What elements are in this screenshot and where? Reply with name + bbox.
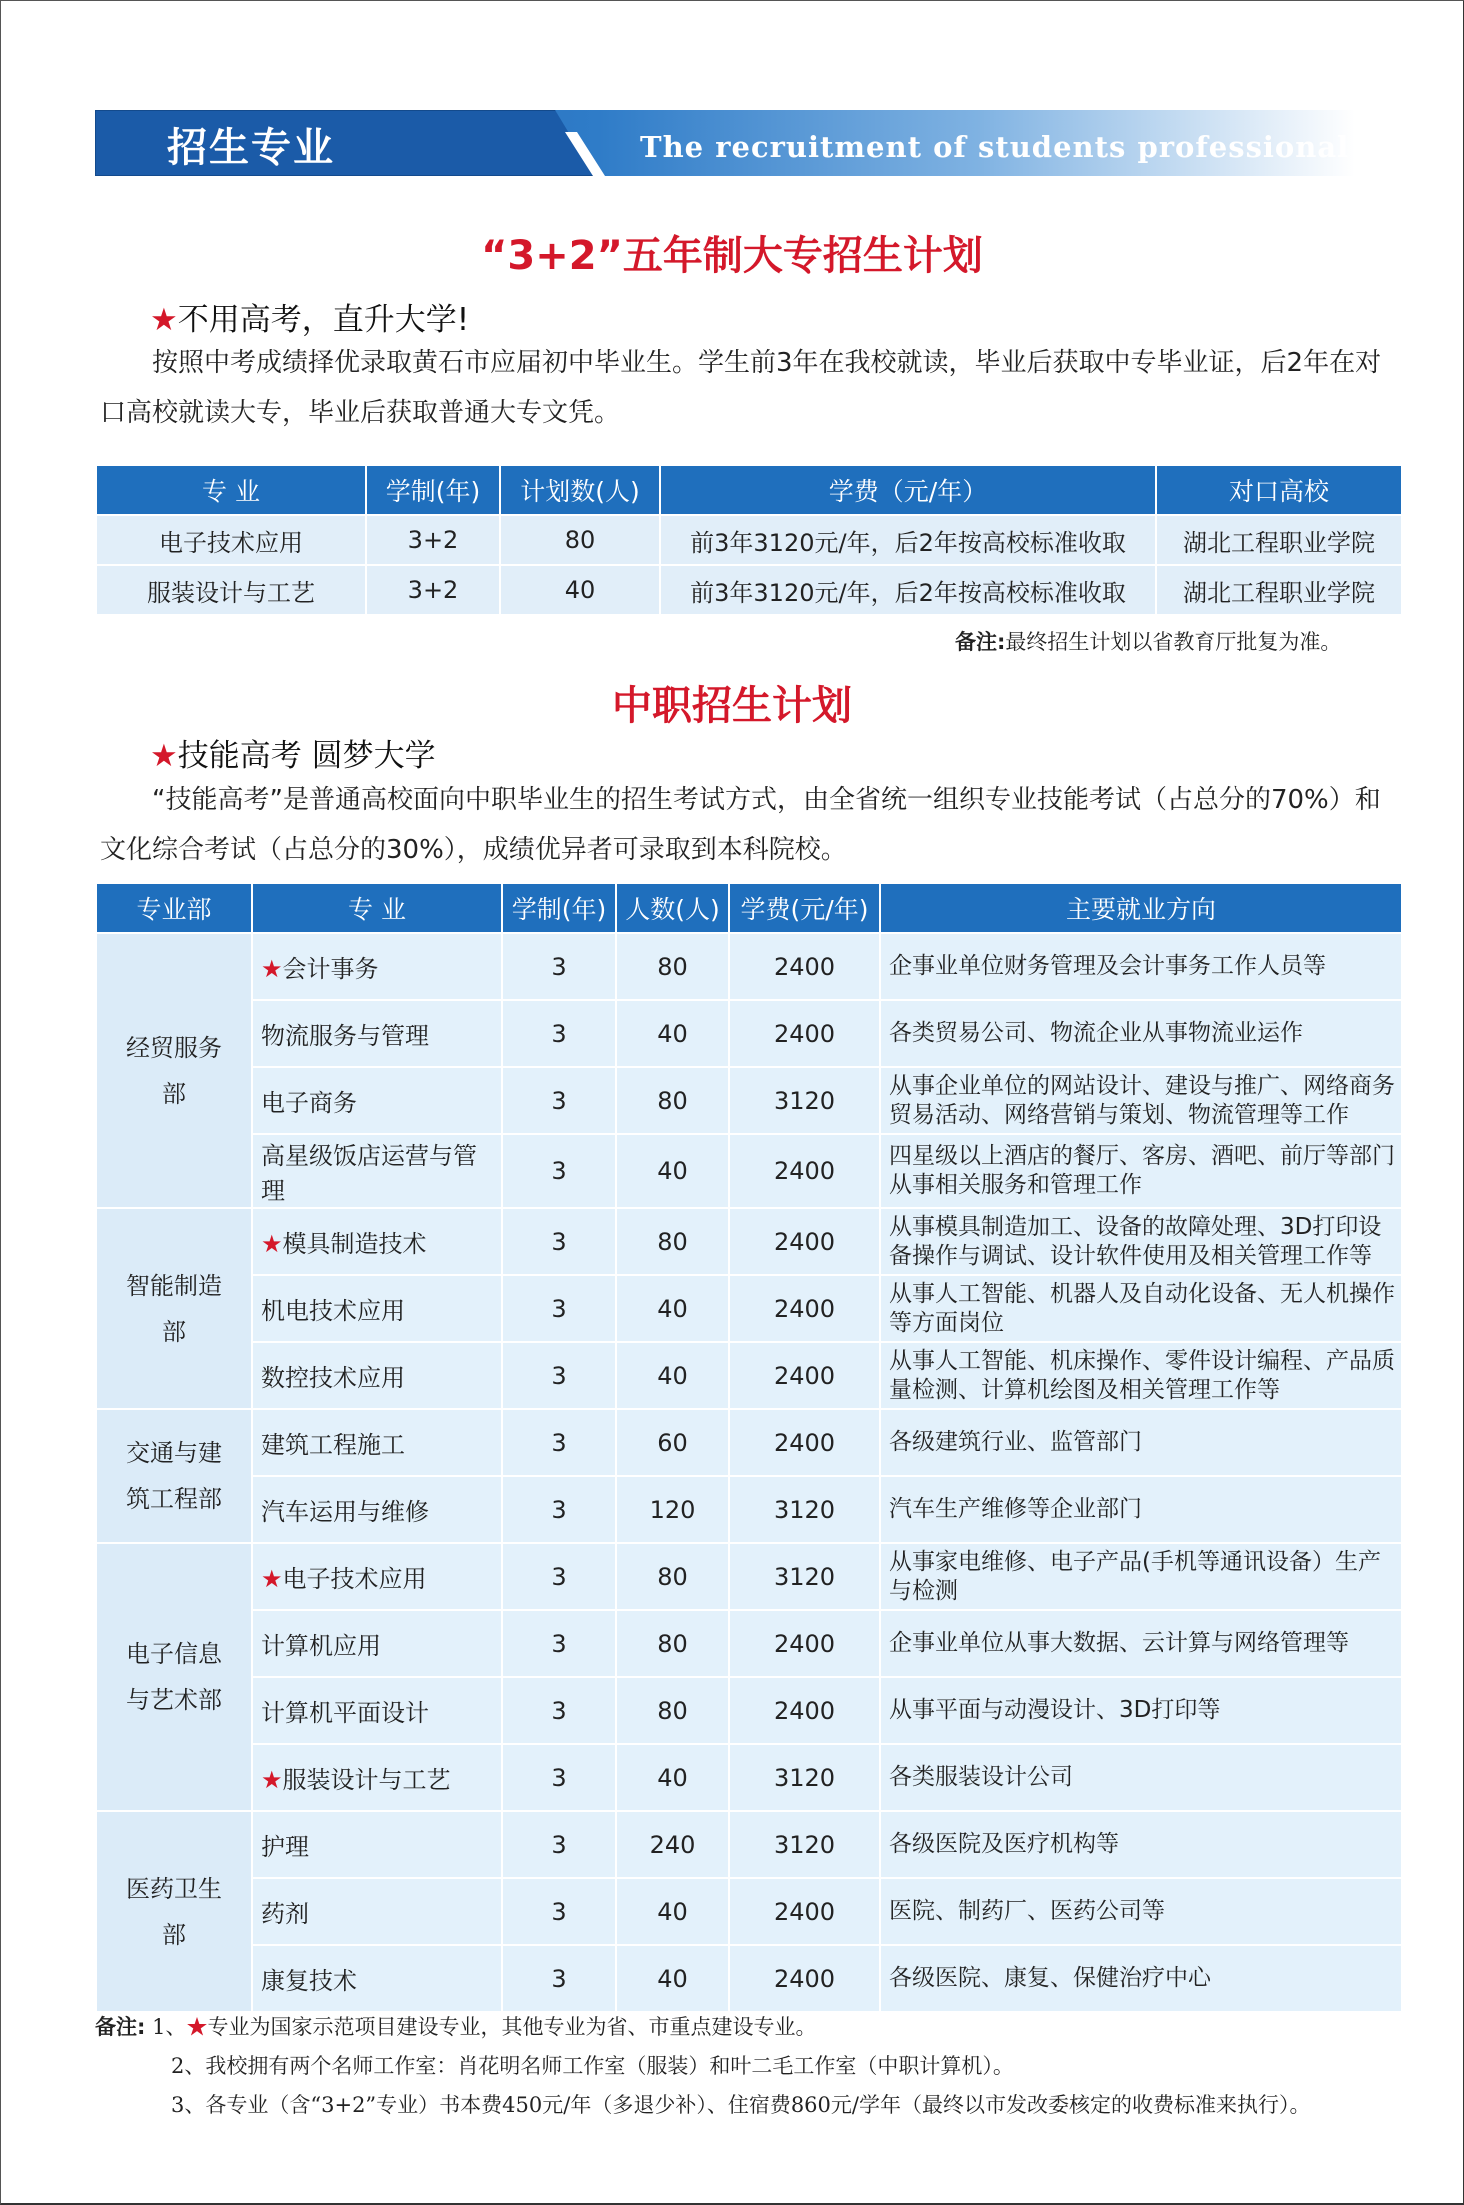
fee-cell: 2400	[729, 1000, 880, 1067]
major-name: 康复技术	[261, 1967, 357, 1995]
years-cell: 3	[502, 1134, 616, 1208]
major-name: 汽车运用与维修	[261, 1498, 429, 1526]
major-name: 电子技术应用	[282, 1565, 427, 1593]
years-cell: 3	[502, 1543, 616, 1610]
department-cell	[96, 1208, 252, 1409]
fee-cell: 3120	[729, 1744, 880, 1811]
fee-cell: 2400	[729, 1275, 880, 1342]
major-name: 机电技术应用	[261, 1297, 405, 1325]
slogan-text: 技能高考 圆梦大学	[177, 738, 436, 774]
section1-note	[955, 626, 1341, 656]
star-icon: ★	[150, 738, 178, 774]
column-header: 专 业	[252, 883, 502, 933]
jobs-cell: 从事模具制造加工、设备的故障处理、3D打印设备操作与调试、设计软件使用及相关管理工作等	[880, 1208, 1402, 1275]
footnote-number: 1、	[152, 2015, 187, 2039]
jobs-cell: 四星级以上酒店的餐厅、客房、酒吧、前厅等部门从事相关服务和管理工作	[880, 1134, 1402, 1208]
major-name: 服装设计与工艺	[282, 1766, 451, 1794]
count-cell: 40	[616, 1342, 729, 1409]
count-cell: 40	[616, 1878, 729, 1945]
major-cell	[252, 1067, 502, 1134]
major-cell	[252, 1275, 502, 1342]
table-cell: 电子技术应用	[96, 515, 366, 565]
table-row	[96, 933, 1402, 1000]
table-row	[96, 1811, 1402, 1878]
major-cell	[252, 1610, 502, 1677]
years-cell: 3	[502, 1878, 616, 1945]
major-cell	[252, 1476, 502, 1543]
table-row	[96, 1677, 1402, 1744]
jobs-cell: 各类服装设计公司	[880, 1744, 1402, 1811]
major-cell	[252, 933, 502, 1000]
jobs-cell: 从事平面与动漫设计、3D打印等	[880, 1677, 1402, 1744]
count-cell: 80	[616, 1208, 729, 1275]
major-name: 计算机应用	[261, 1632, 381, 1660]
banner-title: 招生专业	[167, 125, 335, 171]
fee-cell: 2400	[729, 1878, 880, 1945]
major-name: 会计事务	[282, 955, 379, 983]
section2-slogan	[150, 730, 436, 775]
star-icon: ★	[261, 1565, 283, 1593]
table-cell: 40	[500, 565, 660, 615]
years-cell: 3	[502, 1067, 616, 1134]
fee-cell: 3120	[729, 1543, 880, 1610]
column-header: 学费(元/年)	[729, 883, 880, 933]
header-banner	[95, 110, 1355, 176]
column-header: 学费（元/年）	[660, 465, 1156, 515]
years-cell: 3	[502, 1677, 616, 1744]
fee-cell: 2400	[729, 1342, 880, 1409]
count-cell: 80	[616, 1067, 729, 1134]
table-cell: 前3年3120元/年，后2年按高校标准收取	[660, 565, 1156, 615]
years-cell: 3	[502, 1811, 616, 1878]
table-row	[96, 1208, 1402, 1275]
years-cell: 3	[502, 1409, 616, 1476]
table-cell: 湖北工程职业学院	[1156, 515, 1402, 565]
major-name: 数控技术应用	[261, 1364, 405, 1392]
major-name: 电子商务	[261, 1089, 357, 1117]
footnote-text: 我校拥有两个名师工作室：肖花明名师工作室（服装）和叶二毛工作室（中职计算机）。	[205, 2054, 1014, 2078]
years-cell: 3	[502, 933, 616, 1000]
fee-cell: 3120	[729, 1811, 880, 1878]
department-name: 交通与建筑工程部	[126, 1439, 222, 1513]
years-cell: 3	[502, 1610, 616, 1677]
table-row	[96, 1610, 1402, 1677]
major-name: 模具制造技术	[282, 1230, 427, 1258]
fee-cell: 2400	[729, 1677, 880, 1744]
table-cell: 服装设计与工艺	[96, 565, 366, 615]
section2-title: 中职招生计划	[612, 683, 852, 729]
department-name: 智能制造部	[126, 1271, 222, 1346]
star-icon: ★	[261, 1766, 283, 1794]
fee-cell: 2400	[729, 1134, 880, 1208]
section1-intro: 按照中考成绩择优录取黄石市应届初中毕业生。学生前3年在我校就读，毕业后获取中专毕业证，后2年在对口高校就读大专，毕业后获取普通大专文凭。	[100, 348, 1382, 428]
star-icon: ★	[186, 2015, 208, 2039]
column-header: 主要就业方向	[880, 883, 1402, 933]
major-name: 药剂	[261, 1900, 309, 1928]
footnote-line	[95, 2086, 1310, 2125]
column-header: 学制(年)	[366, 465, 500, 515]
major-cell	[252, 1945, 502, 2012]
fee-cell: 2400	[729, 1610, 880, 1677]
jobs-cell: 汽车生产维修等企业部门	[880, 1476, 1402, 1543]
footnote-text: 专业为国家示范项目建设专业，其他专业为省、市重点建设专业。	[207, 2015, 817, 2039]
column-header: 计划数(人)	[500, 465, 660, 515]
major-name: 物流服务与管理	[261, 1022, 429, 1050]
count-cell: 120	[616, 1476, 729, 1543]
table-row	[96, 1275, 1402, 1342]
major-name: 护理	[261, 1833, 309, 1861]
count-cell: 80	[616, 933, 729, 1000]
table-row	[96, 1342, 1402, 1409]
table-row	[96, 1067, 1402, 1134]
section1-title: “3+2”五年制大专招生计划	[481, 233, 983, 279]
fee-cell: 2400	[729, 1945, 880, 2012]
note-label: 备注:	[955, 630, 1006, 654]
major-cell	[252, 1677, 502, 1744]
footnote-line	[95, 2008, 1310, 2047]
count-cell: 80	[616, 1543, 729, 1610]
banner-subtitle: The recruitment of students professional	[640, 130, 1350, 164]
column-header: 学制(年)	[502, 883, 616, 933]
section1-slogan	[150, 294, 469, 339]
table-header-row	[96, 883, 1402, 933]
star-icon: ★	[261, 1230, 283, 1258]
jobs-cell: 各级医院、康复、保健治疗中心	[880, 1945, 1402, 2012]
table-cell: 湖北工程职业学院	[1156, 565, 1402, 615]
major-cell	[252, 1000, 502, 1067]
column-header: 人数(人)	[616, 883, 729, 933]
table-header-row	[96, 465, 1402, 515]
count-cell: 80	[616, 1610, 729, 1677]
jobs-cell: 从事人工智能、机器人及自动化设备、无人机操作等方面岗位	[880, 1275, 1402, 1342]
major-name: 计算机平面设计	[261, 1699, 429, 1727]
jobs-cell: 各级建筑行业、监管部门	[880, 1409, 1402, 1476]
fee-cell: 2400	[729, 933, 880, 1000]
department-name: 电子信息与艺术部	[126, 1640, 222, 1714]
footnote-line	[95, 2047, 1310, 2086]
table-row	[96, 1000, 1402, 1067]
major-name: 建筑工程施工	[261, 1431, 405, 1459]
years-cell: 3	[502, 1476, 616, 1543]
column-header: 专 业	[96, 465, 366, 515]
count-cell: 240	[616, 1811, 729, 1878]
slogan-text: 不用高考，直升大学!	[177, 302, 470, 338]
note-text: 最终招生计划以省教育厅批复为准。	[1005, 630, 1342, 654]
fee-cell: 2400	[729, 1208, 880, 1275]
footnote-number: 3、	[171, 2093, 206, 2117]
jobs-cell: 从事家电维修、电子产品(手机等通讯设备）生产与检测	[880, 1543, 1402, 1610]
footnote-label: 备注:	[95, 2015, 146, 2039]
table-row	[96, 515, 1402, 565]
count-cell: 40	[616, 1134, 729, 1208]
jobs-cell: 从事人工智能、机床操作、零件设计编程、产品质量检测、计算机绘图及相关管理工作等	[880, 1342, 1402, 1409]
major-cell	[252, 1878, 502, 1945]
column-header: 专业部	[96, 883, 252, 933]
department-cell	[96, 1543, 252, 1811]
count-cell: 60	[616, 1409, 729, 1476]
jobs-cell: 企事业单位从事大数据、云计算与网络管理等	[880, 1610, 1402, 1677]
years-cell: 3	[502, 1744, 616, 1811]
department-name: 医药卫生部	[126, 1874, 222, 1949]
jobs-cell: 从事企业单位的网站设计、建设与推广、网络商务贸易活动、网络营销与策划、物流管理等工作	[880, 1067, 1402, 1134]
count-cell: 40	[616, 1744, 729, 1811]
department-name: 经贸服务部	[126, 1033, 222, 1108]
count-cell: 40	[616, 1275, 729, 1342]
count-cell: 80	[616, 1677, 729, 1744]
column-header: 对口高校	[1156, 465, 1402, 515]
table-row	[96, 1878, 1402, 1945]
major-cell	[252, 1543, 502, 1610]
major-cell	[252, 1342, 502, 1409]
jobs-cell: 企事业单位财务管理及会计事务工作人员等	[880, 933, 1402, 1000]
major-cell	[252, 1134, 502, 1208]
department-cell	[96, 1409, 252, 1543]
table-row	[96, 565, 1402, 615]
star-icon: ★	[261, 955, 283, 983]
table-row	[96, 1476, 1402, 1543]
table-row	[96, 1134, 1402, 1208]
footnotes	[95, 2008, 1310, 2125]
section2-intro: “技能高考”是普通高校面向中职毕业生的招生考试方式，由全省统一组织专业技能考试（占总分的70%）和文化综合考试（占总分的30%），成绩优异者可录取到本科院校。	[100, 785, 1381, 865]
footnote-text: 各专业（含“3+2”专业）书本费450元/年（多退少补）、住宿费860元/学年（最终以市发改委核定的收费标准来执行）。	[205, 2093, 1311, 2117]
major-cell	[252, 1744, 502, 1811]
years-cell: 3	[502, 1945, 616, 2012]
major-cell	[252, 1208, 502, 1275]
jobs-cell: 各级医院及医疗机构等	[880, 1811, 1402, 1878]
vocational-plan-table	[95, 882, 1403, 2013]
jobs-cell: 医院、制药厂、医药公司等	[880, 1878, 1402, 1945]
table-cell: 3+2	[366, 565, 500, 615]
department-cell	[96, 933, 252, 1208]
major-name: 高星级饭店运营与管理	[261, 1142, 477, 1205]
table-row	[96, 1945, 1402, 2012]
count-cell: 40	[616, 1000, 729, 1067]
table-cell: 3+2	[366, 515, 500, 565]
years-cell: 3	[502, 1000, 616, 1067]
five-year-plan-table	[95, 464, 1403, 616]
count-cell: 40	[616, 1945, 729, 2012]
table-row	[96, 1409, 1402, 1476]
fee-cell: 2400	[729, 1409, 880, 1476]
jobs-cell: 各类贸易公司、物流企业从事物流业运作	[880, 1000, 1402, 1067]
table-cell: 80	[500, 515, 660, 565]
major-cell	[252, 1811, 502, 1878]
fee-cell: 3120	[729, 1067, 880, 1134]
table-row	[96, 1543, 1402, 1610]
fee-cell: 3120	[729, 1476, 880, 1543]
table-cell: 前3年3120元/年，后2年按高校标准收取	[660, 515, 1156, 565]
footnote-number: 2、	[171, 2054, 206, 2078]
department-cell	[96, 1811, 252, 2012]
years-cell: 3	[502, 1208, 616, 1275]
major-cell	[252, 1409, 502, 1476]
star-icon: ★	[150, 302, 178, 338]
table-row	[96, 1744, 1402, 1811]
years-cell: 3	[502, 1342, 616, 1409]
years-cell: 3	[502, 1275, 616, 1342]
